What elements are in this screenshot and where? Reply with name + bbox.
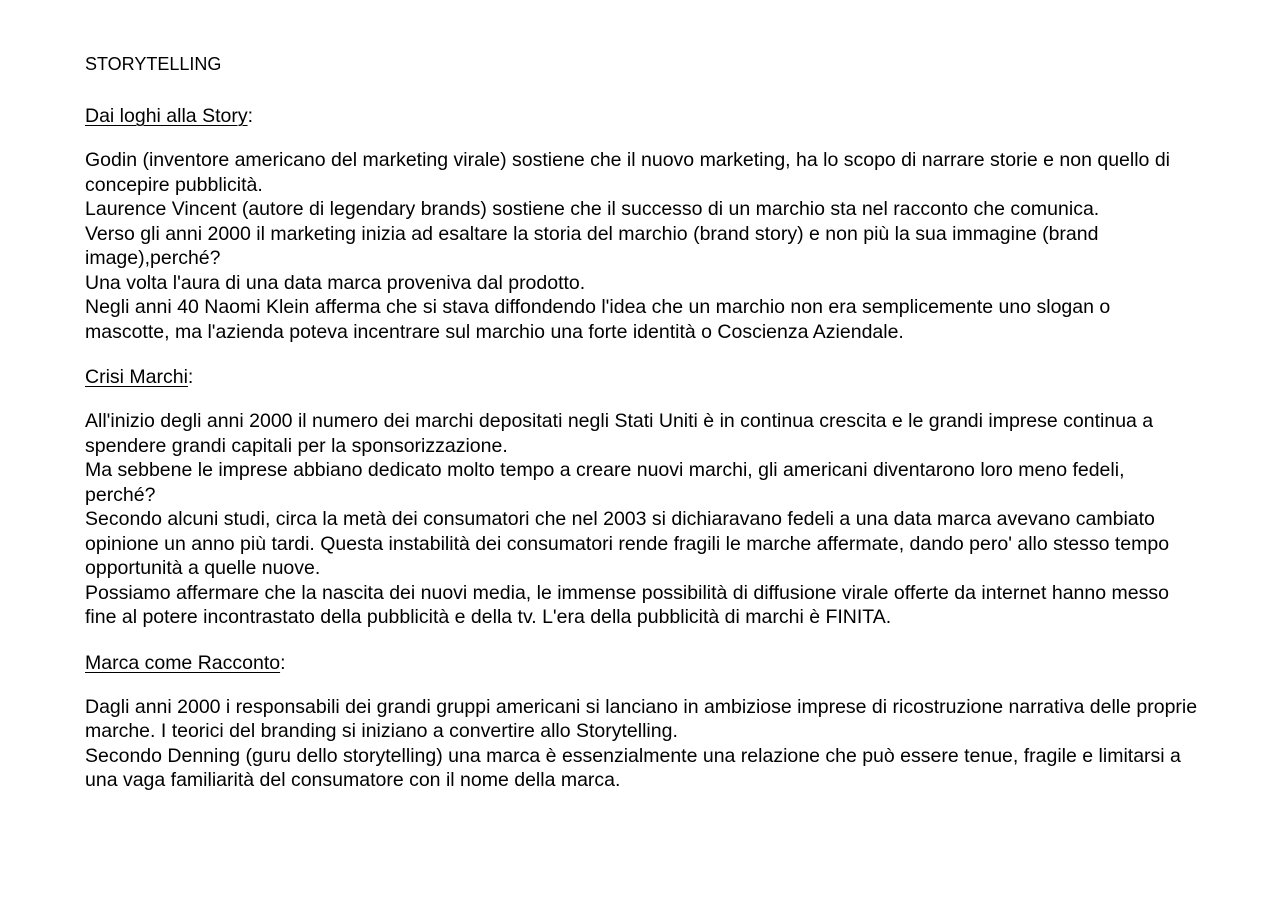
paragraph: Dagli anni 2000 i responsabili dei grandi gruppi americani si lanciano in ambiziose imprese di ricostruzione narrativa delle proprie marche. I teorici del branding si iniziano a convertire allo Storytelling.	[85, 695, 1198, 742]
section-heading	[85, 104, 1200, 128]
paragraph: Negli anni 40 Naomi Klein afferma che si stava diffondendo l'idea che un marchio non era semplicemente uno slogan o mascotte, ma l'azienda poteva incentrare sul marchio una forte identità o Coscienza Aziendale.	[85, 296, 1111, 343]
paragraph: Possiamo affermare che la nascita dei nuovi media, le immense possibilità di diffusione virale offerte da internet hanno messo fine al potere incontrastato della pubblicità e della tv. L'era della pubblicità di marchi è FINITA.	[85, 581, 1169, 628]
section-heading-text: Crisi Marchi	[85, 366, 188, 388]
section-crisi-marchi	[85, 365, 1200, 630]
paragraph: Secondo alcuni studi, circa la metà dei consumatori che nel 2003 si dichiaravano fedeli a una data marca avevano cambiato opinione un anno più tardi. Questa instabilità dei consumatori rende fragili le marche affermate, dando pero' allo stesso tempo opportunità a quelle nuove.	[85, 508, 1170, 579]
paragraph: Laurence Vincent (autore di legendary brands) sostiene che il successo di un marchio sta nel racconto che comunica.	[85, 198, 1100, 220]
section-heading-colon: :	[280, 651, 286, 674]
section-heading-text: Marca come Racconto	[85, 651, 281, 674]
section-dai-loghi	[85, 104, 1200, 344]
paragraph: Una volta l'aura di una data marca proveniva dal prodotto.	[85, 271, 586, 294]
section-heading-colon: :	[187, 366, 194, 388]
paragraph: Secondo Denning (guru dello storytelling) una marca è essenzialmente una relazione che può essere tenue, fragile e limitarsi a una vaga familiarità del consumatore con il nome della marca.	[85, 744, 1181, 791]
section-heading-text: Dai loghi alla Story	[85, 105, 248, 127]
paragraph: Godin (inventore americano del marketing virale) sostiene che il nuovo marketing, ha lo scopo di narrare storie e non quello di concepire pubblicità.	[85, 149, 1171, 196]
paragraph: Verso gli anni 2000 il marketing inizia ad esaltare la storia del marchio (brand story) e non più la sua immagine (brand image),perché?	[85, 222, 1099, 269]
section-heading	[85, 651, 1200, 675]
document-title: STORYTELLING	[85, 54, 222, 74]
paragraph: Ma sebbene le imprese abbiano dedicato molto tempo a creare nuovi marchi, gli americani diventarono loro meno fedeli, perché?	[85, 459, 1125, 506]
paragraph: All'inizio degli anni 2000 il numero dei marchi depositati negli Stati Uniti è in continua crescita e le grandi imprese continua a spendere grandi capitali per la sponsorizzazione.	[85, 410, 1154, 457]
section-heading	[85, 365, 1200, 389]
section-heading-colon: :	[247, 105, 254, 127]
section-marca-come-racconto	[85, 651, 1200, 793]
